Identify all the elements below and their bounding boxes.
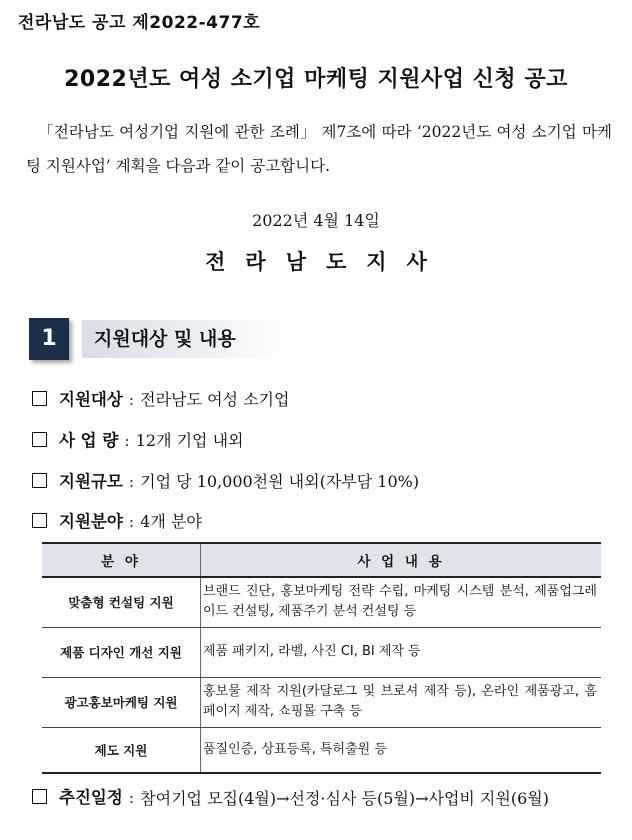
item-key: 지원대상 bbox=[59, 390, 123, 409]
item-value: 전라남도 여성 소기업 bbox=[140, 390, 290, 409]
checkbox-square-icon bbox=[32, 391, 47, 406]
checkbox-square-icon bbox=[32, 432, 47, 447]
column-header-content: 사 업 내 용 bbox=[201, 543, 602, 577]
table-row bbox=[42, 677, 601, 727]
item-colon: : bbox=[128, 788, 135, 807]
intro-paragraph: 「전라남도 여성기업 지원에 관한 조례」 제7조에 따라 ‘2022년도 여성 소기업 마케팅 지원사업’ 계획을 다음과 같이 공고합니다. bbox=[26, 123, 612, 175]
item-value: 4개 분야 bbox=[140, 512, 202, 531]
row-content: 홍보물 제작 지원(카달로그 및 브로셔 제작 등), 온라인 제품광고, 홈페이지 제작, 쇼핑몰 구축 등 bbox=[201, 677, 602, 727]
row-field: 맞춤형 컨설팅 지원 bbox=[42, 577, 201, 627]
item-value: 12개 기업 내외 bbox=[135, 431, 244, 450]
item-key: 지원분야 bbox=[59, 512, 123, 531]
notice-date: 2022년 4월 14일 bbox=[252, 211, 380, 230]
table-row bbox=[42, 627, 601, 677]
notice-number: 전라남도 공고 제2022-477호 bbox=[18, 13, 261, 33]
item-colon: : bbox=[128, 472, 135, 491]
support-fields-table bbox=[42, 542, 601, 774]
item-target bbox=[32, 386, 289, 410]
item-scale bbox=[32, 468, 419, 492]
checkbox-square-icon bbox=[32, 473, 47, 488]
item-value: 기업 당 10,000천원 내외(자부담 10%) bbox=[140, 472, 420, 491]
row-field: 광고홍보마케팅 지원 bbox=[42, 677, 201, 727]
table-row bbox=[42, 727, 601, 773]
row-field: 제품 디자인 개선 지원 bbox=[42, 627, 201, 677]
issuer-name: 전라남도지사 bbox=[205, 250, 447, 274]
checkbox-square-icon bbox=[32, 513, 47, 528]
item-volume bbox=[32, 427, 244, 451]
table-row bbox=[42, 577, 601, 627]
row-content: 브랜드 진단, 홍보마케팅 전략 수립, 마케팅 시스템 분석, 제품업그레이드 컨설팅, 제품주기 분석 컨설팅 등 bbox=[201, 577, 602, 627]
item-key: 추진일정 bbox=[59, 788, 123, 807]
section-title: 지원대상 및 내용 bbox=[82, 320, 292, 358]
column-header-field: 분 야 bbox=[42, 543, 201, 577]
row-content: 품질인증, 상표등록, 특허출원 등 bbox=[201, 727, 602, 773]
document-title: 2022년도 여성 소기업 마케팅 지원사업 신청 공고 bbox=[64, 67, 568, 92]
item-colon: : bbox=[128, 390, 135, 409]
row-content: 제품 패키지, 라벨, 사진 CI, BI 제작 등 bbox=[201, 627, 602, 677]
item-key: 지원규모 bbox=[59, 472, 123, 491]
checkbox-square-icon bbox=[32, 789, 47, 804]
item-key: 사 업 량 bbox=[59, 431, 119, 450]
item-schedule bbox=[32, 784, 570, 814]
item-value: 참여기업 모집(4월)→선정·심사 등(5월)→사업비 지원(6월) bbox=[140, 789, 549, 808]
row-field: 제도 지원 bbox=[42, 727, 201, 773]
item-colon: : bbox=[124, 431, 130, 450]
section-number-badge: 1 bbox=[29, 318, 69, 360]
item-fields bbox=[32, 508, 202, 532]
table-header-row bbox=[42, 543, 601, 577]
item-colon: : bbox=[128, 512, 135, 531]
